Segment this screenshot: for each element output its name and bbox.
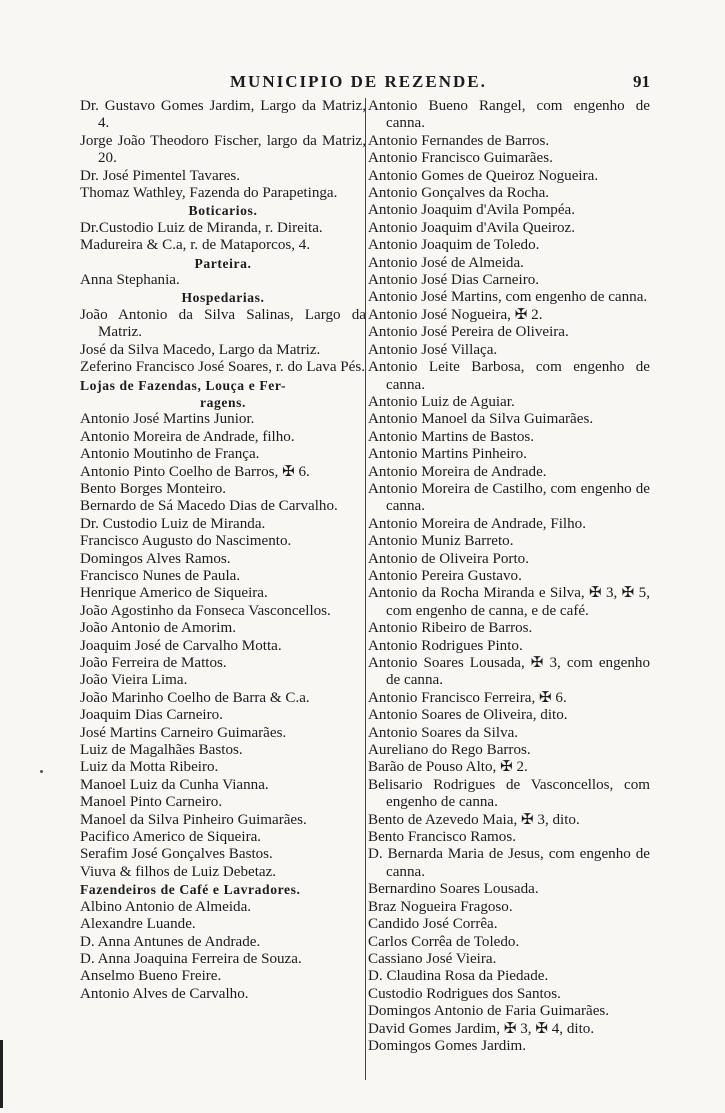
list-item: Zeferino Francisco José Soares, r. do Lava Pés. — [80, 359, 366, 376]
list-item: Viuva & filhos de Luiz Debetaz. — [80, 863, 277, 880]
list-item: Braz Nogueira Fragoso. — [368, 898, 513, 915]
list-item: Antonio de Oliveira Porto. — [368, 550, 529, 567]
list-item: Dr.Custodio Luiz de Miranda, r. Direita. — [80, 219, 323, 236]
list-item: Bernardino Soares Lousada. — [368, 881, 539, 898]
list-item: Thomaz Wathley, Fazenda do Parapetinga. — [80, 185, 338, 202]
section-heading-boticarios: Boticarios. — [188, 203, 258, 219]
list-item: Antonio Soares de Oliveira, dito. — [368, 707, 568, 724]
list-item: Antonio Moreira de Andrade, Filho. — [368, 515, 586, 532]
list-item: Barão de Pouso Alto, ✠ 2. — [368, 759, 528, 776]
page-number: 91 — [633, 72, 650, 91]
list-item: Antonio José Nogueira, ✠ 2. — [368, 306, 543, 323]
list-item: Anselmo Bueno Freire. — [80, 968, 222, 985]
list-item: Antonio Martins de Bastos. — [368, 428, 535, 445]
fazendeiros-list — [80, 899, 366, 1003]
left-column — [80, 98, 366, 1003]
right-list — [368, 98, 650, 1055]
list-item: João Antonio de Amorim. — [80, 620, 236, 637]
list-item: David Gomes Jardim, ✠ 3, ✠ 4, dito. — [368, 1020, 595, 1037]
list-item: Antonio José Villaça. — [368, 341, 498, 358]
list-item: Antonio Muniz Barreto. — [368, 533, 514, 550]
section-heading-parteira: Parteira. — [194, 255, 252, 271]
list-item: Dr. José Pimentel Tavares. — [80, 167, 241, 184]
list-item: Cassiano José Vieira. — [368, 950, 497, 967]
list-item: Antonio Soares da Silva. — [368, 724, 519, 741]
list-item: Antonio Martins Pinheiro. — [368, 446, 527, 463]
list-item: Anna Stephania. — [80, 272, 180, 289]
list-item: Albino Antonio de Almeida. — [80, 898, 252, 915]
list-item: Dr. Gustavo Gomes Jardim, Largo da Matriz, 4. — [80, 98, 366, 132]
list-item: Antonio Bueno Rangel, com engenho de canna. — [368, 98, 650, 132]
list-item: Antonio José Martins Junior. — [80, 411, 255, 428]
list-item: Aureliano do Rego Barros. — [368, 742, 531, 759]
list-item: D. Claudina Rosa da Piedade. — [368, 968, 549, 985]
list-item: Antonio Joaquim de Toledo. — [368, 237, 540, 254]
list-item: Luiz da Motta Ribeiro. — [80, 759, 219, 776]
list-item: Custodio Rodrigues dos Santos. — [368, 985, 561, 1002]
right-column — [368, 98, 650, 1055]
list-item: Antonio Gonçalves da Rocha. — [368, 185, 550, 202]
list-item: Candido José Corrêa. — [368, 916, 498, 933]
list-item: Antonio Francisco Ferreira, ✠ 6. — [368, 689, 567, 706]
list-item: João Ferreira de Mattos. — [80, 655, 227, 671]
list-item: Antonio Luiz de Aguiar. — [368, 393, 515, 410]
list-item: Joaquim Dias Carneiro. — [80, 707, 223, 724]
list-item: Domingos Alves Ramos. — [80, 550, 231, 567]
section-heading-lojas-line2: ragens. — [199, 394, 247, 410]
section-heading-fazendeiros: Fazendeiros de Café e Lavradores. — [80, 882, 301, 898]
list-item: Antonio Manoel da Silva Guimarães. — [368, 411, 594, 428]
list-item: Domingos Gomes Jardim. — [368, 1037, 527, 1054]
list-item: Madureira & C.a, r. de Mataporcos, 4. — [80, 237, 311, 254]
list-item: Antonio José Dias Carneiro. — [368, 272, 540, 289]
list-item: Antonio Pereira Gustavo. — [368, 567, 522, 584]
list-item: D. Anna Joaquina Ferreira de Souza. — [80, 950, 302, 967]
list-item: João Antonio da Silva Salinas, Largo da Matriz. — [80, 306, 366, 341]
list-item: Antonio Rodrigues Pinto. — [368, 637, 523, 654]
list-item: Antonio Pinto Coelho de Barros, ✠ 6. — [80, 463, 310, 480]
list-item: José Martins Carneiro Guimarães. — [80, 724, 287, 741]
list-item: Pacifico Americo de Siqueira. — [80, 829, 262, 846]
list-item: Luiz de Magalhães Bastos. — [80, 742, 243, 759]
running-title: MUNICIPIO DE REZENDE. — [230, 72, 487, 91]
list-item: Antonio da Rocha Miranda e Silva, ✠ 3, ✠ 5, com engenho de canna, e de café. — [368, 585, 650, 619]
list-item: Joaquim José de Carvalho Motta. — [80, 637, 282, 654]
list-item: Domingos Antonio de Faria Guimarães. — [368, 1003, 610, 1020]
list-item: Belisario Rodrigues de Vasconcellos, com engenho de canna. — [368, 776, 650, 811]
list-item: João Vieira Lima. — [80, 672, 188, 689]
list-item: D. Bernarda Maria de Jesus, com engenho de canna. — [368, 846, 650, 880]
list-item: Antonio José de Almeida. — [368, 254, 524, 271]
list-item: Henrique Americo de Siqueira. — [80, 585, 268, 602]
list-item: Serafim José Gonçalves Bastos. — [80, 846, 273, 863]
section-heading-lojas-line1: Lojas de Fazendas, Louça e Fer- — [80, 377, 287, 393]
list-item: Manoel da Silva Pinheiro Guimarães. — [80, 811, 307, 828]
page-header — [80, 72, 650, 94]
list-item: Antonio Ribeiro de Barros. — [368, 620, 533, 637]
list-item: Antonio José Martins, com engenho de canna. — [368, 289, 648, 306]
list-item: Francisco Augusto do Nascimento. — [80, 533, 292, 550]
list-item: Francisco Nunes de Paula. — [80, 567, 241, 584]
list-item: Antonio Fernandes de Barros. — [368, 132, 550, 149]
list-item: João Agostinho da Fonseca Vasconcellos. — [80, 602, 331, 619]
list-item: Antonio Soares Lousada, ✠ 3, com engenho de canna. — [368, 655, 650, 689]
list-item: Antonio Francisco Guimarães. — [368, 150, 553, 167]
list-item: Bento de Azevedo Maia, ✠ 3, dito. — [368, 811, 580, 828]
list-item: João Marinho Coelho de Barra & C.a. — [80, 689, 310, 706]
list-item: Antonio Joaquim d'Avila Queiroz. — [368, 219, 576, 236]
list-item: Carlos Corrêa de Toledo. — [368, 933, 520, 950]
list-item: Jorge João Theodoro Fischer, largo da Matriz, 20. — [80, 132, 366, 167]
list-item: Antonio Gomes de Queiroz Nogueira. — [368, 167, 599, 184]
lojas-list — [80, 411, 366, 881]
list-item: D. Anna Antunes de Andrade. — [80, 933, 261, 950]
list-item: José da Silva Macedo, Largo da Matriz. — [80, 341, 321, 358]
margin-speck — [40, 770, 43, 773]
list-item: Bento Francisco Ramos. — [368, 829, 516, 846]
list-item: Antonio José Pereira de Oliveira. — [368, 324, 569, 341]
page-edge-mark — [0, 1040, 3, 1108]
list-item: Bernardo de Sá Macedo Dias de Carvalho. — [80, 498, 338, 515]
list-item: Antonio Leite Barbosa, com engenho de canna. — [368, 359, 650, 393]
list-item: Antonio Moutinho de França. — [80, 446, 260, 463]
section-heading-lojas — [80, 377, 366, 412]
list-item: Manoel Luiz da Cunha Vianna. — [80, 776, 269, 793]
list-item: Antonio Joaquim d'Avila Pompéa. — [368, 202, 576, 219]
list-item: Dr. Custodio Luiz de Miranda. — [80, 515, 266, 532]
section-heading-hospedarias: Hospedarias. — [181, 290, 265, 306]
list-item: Antonio Moreira de Castilho, com engenho de canna. — [368, 480, 650, 515]
list-item: Bento Borges Monteiro. — [80, 480, 227, 497]
list-item: Alexandre Luande. — [80, 916, 196, 933]
list-item: Antonio Alves de Carvalho. — [80, 985, 249, 1002]
list-item: Antonio Moreira de Andrade. — [368, 463, 547, 480]
list-item: Manoel Pinto Carneiro. — [80, 794, 223, 811]
list-item: Antonio Moreira de Andrade, filho. — [80, 428, 295, 445]
